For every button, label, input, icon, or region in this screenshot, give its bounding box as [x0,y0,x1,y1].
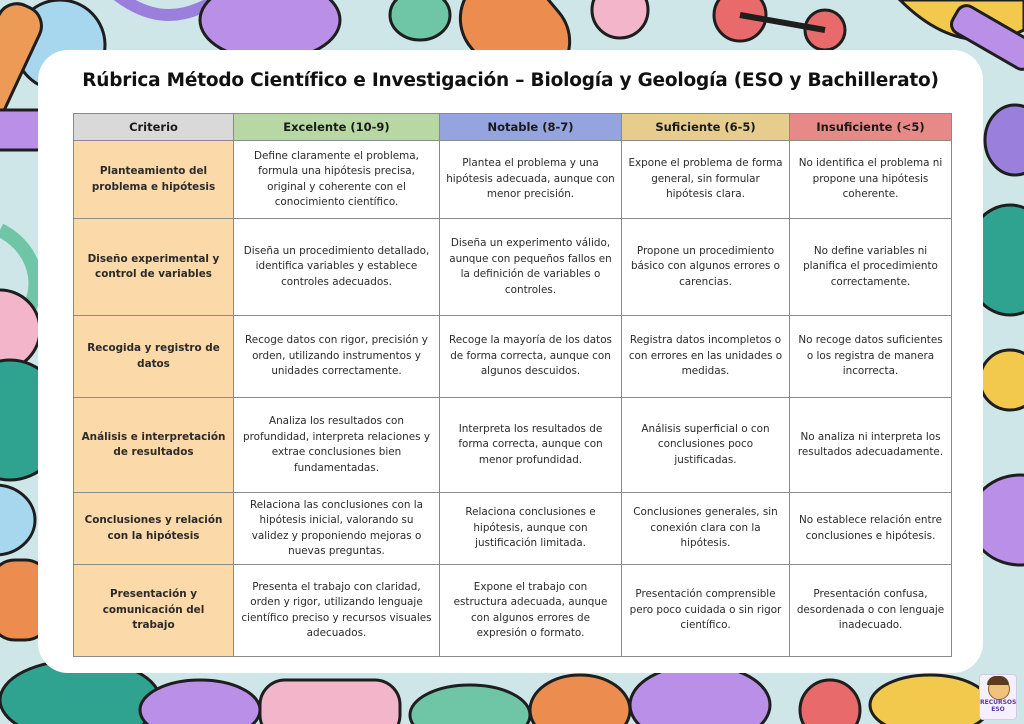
table-row [74,398,952,493]
suficiente-cell: Propone un procedimiento básico con algunos errores o carencias. [622,219,790,316]
table-row [74,219,952,316]
table-row [74,565,952,657]
criterio-cell: Diseño experimental y control de variables [74,219,234,316]
notable-cell: Recoge la mayoría de los datos de forma correcta, aunque con algunos descuidos. [440,316,622,398]
logo-line-2: ESO [991,706,1005,713]
notable-cell: Expone el trabajo con estructura adecuada, aunque con algunos errores de expresión o formato. [440,565,622,657]
suficiente-cell: Conclusiones generales, sin conexión clara con la hipótesis. [622,493,790,565]
insuficiente-cell: No analiza ni interpreta los resultados adecuadamente. [790,398,952,493]
header-notable: Notable (8-7) [440,114,622,141]
notable-cell: Plantea el problema y una hipótesis adecuada, aunque con menor precisión. [440,141,622,219]
suficiente-cell: Presentación comprensible pero poco cuidada o sin rigor científico. [622,565,790,657]
insuficiente-cell: No establece relación entre conclusiones e hipótesis. [790,493,952,565]
logo-text [980,699,1016,713]
table-row [74,493,952,565]
criterio-cell: Recogida y registro de datos [74,316,234,398]
table-row [74,141,952,219]
header-criterio: Criterio [74,114,234,141]
header-suficiente: Suficiente (6-5) [622,114,790,141]
header-insuficiente: Insuficiente (<5) [790,114,952,141]
insuficiente-cell: No define variables ni planifica el procedimiento correctamente. [790,219,952,316]
suficiente-cell: Análisis superficial o con conclusiones poco justificadas. [622,398,790,493]
excelente-cell: Define claramente el problema, formula una hipótesis precisa, original y coherente con el conocimiento científico. [234,141,440,219]
criterio-cell: Planteamiento del problema e hipótesis [74,141,234,219]
rubric-table [73,113,952,657]
criterio-cell: Presentación y comunicación del trabajo [74,565,234,657]
rubric-card [38,50,983,673]
excelente-cell: Presenta el trabajo con claridad, orden y rigor, utilizando lenguaje científico preciso y recursos visuales adecuados. [234,565,440,657]
header-excelente: Excelente (10-9) [234,114,440,141]
header-row [74,114,952,141]
insuficiente-cell: No recoge datos suficientes o los registra de manera incorrecta. [790,316,952,398]
table-row [74,316,952,398]
page-title: Rúbrica Método Científico e Investigación – Biología y Geología (ESO y Bachillerato) [82,70,939,91]
avatar-hair [987,676,1009,685]
suficiente-cell: Expone el problema de forma general, sin formular hipótesis clara. [622,141,790,219]
notable-cell: Interpreta los resultados de forma correcta, aunque con menor profundidad. [440,398,622,493]
recursos-eso-logo [979,674,1017,720]
insuficiente-cell: No identifica el problema ni propone una hipótesis coherente. [790,141,952,219]
insuficiente-cell: Presentación confusa, desordenada o con lenguaje inadecuado. [790,565,952,657]
excelente-cell: Relaciona las conclusiones con la hipótesis inicial, valorando su validez y proponiendo mejoras o nuevas preguntas. [234,493,440,565]
criterio-cell: Conclusiones y relación con la hipótesis [74,493,234,565]
excelente-cell: Diseña un procedimiento detallado, identifica variables y establece controles adecuados. [234,219,440,316]
criterio-cell: Análisis e interpretación de resultados [74,398,234,493]
excelente-cell: Analiza los resultados con profundidad, interpreta relaciones y extrae conclusiones bien fundamentadas. [234,398,440,493]
notable-cell: Diseña un experimento válido, aunque con pequeños fallos en la definición de variables o controles. [440,219,622,316]
excelente-cell: Recoge datos con rigor, precisión y orden, utilizando instrumentos y unidades correctamente. [234,316,440,398]
logo-line-1: RECURSOS [980,699,1017,706]
notable-cell: Relaciona conclusiones e hipótesis, aunque con justificación limitada. [440,493,622,565]
suficiente-cell: Registra datos incompletos o con errores en las unidades o medidas. [622,316,790,398]
